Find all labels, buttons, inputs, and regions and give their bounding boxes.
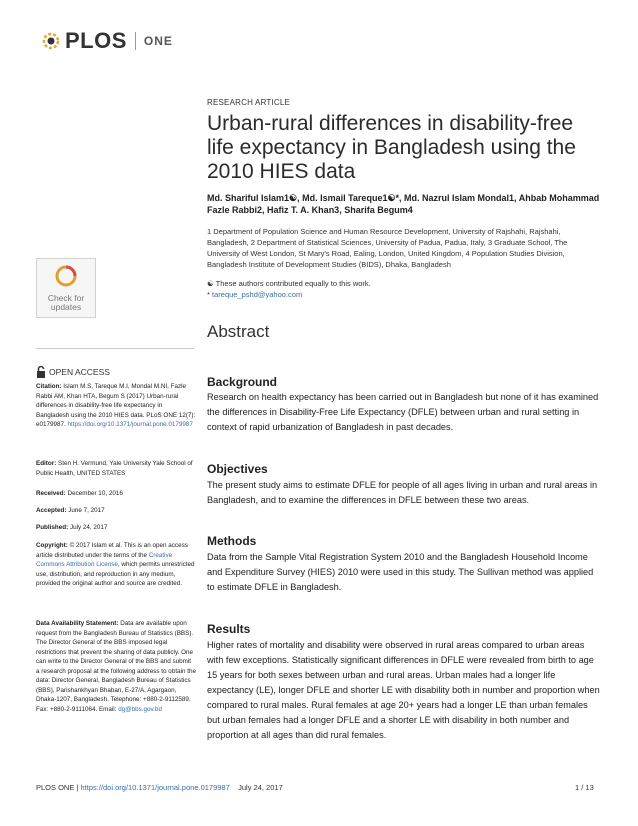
bbs-email-link[interactable]: dg@bbs.gov.bd [118, 705, 162, 713]
data-availability-label: Data Availability Statement: [36, 620, 119, 627]
corresponding-email-link[interactable]: tareque_pshd@yahoo.com [212, 290, 303, 299]
footer-date: July 24, 2017 [238, 783, 283, 792]
results-heading: Results [207, 622, 251, 636]
plos-one-logo[interactable] [40, 28, 173, 54]
check-updates-icon [55, 265, 77, 287]
plos-logo-icon [40, 30, 62, 52]
received-date: December 10, 2016 [67, 490, 123, 497]
corresponding-author-note [207, 289, 602, 300]
page-footer [36, 783, 283, 792]
editor-text: Sten H. Vermund, Yale University Yale School of Public Health, UNITED STATES [36, 460, 193, 477]
published-label: Published: [36, 524, 69, 531]
published-block [36, 523, 196, 533]
logo-divider [135, 32, 136, 50]
abstract-heading: Abstract [207, 322, 270, 341]
citation-doi-link[interactable]: https://doi.org/10.1371/journal.pone.0179987 [67, 421, 193, 428]
author-notes [207, 278, 602, 300]
accepted-date: June 7, 2017 [68, 507, 105, 514]
corresponding-marker: * [207, 290, 210, 299]
check-for-updates-badge[interactable] [36, 258, 96, 318]
published-date: July 24, 2017 [69, 524, 108, 531]
footer-doi-link[interactable]: https://doi.org/10.1371/journal.pone.0179987 [80, 783, 230, 792]
footer-journal: PLOS ONE | [36, 783, 79, 792]
accepted-label: Accepted: [36, 507, 67, 514]
objectives-text: The present study aims to estimate DFLE for people of all ages living in urban and rural areas in Bangladesh, and to examine the differences in DFLE between these two areas. [207, 480, 598, 505]
editor-block [36, 459, 196, 478]
sidebar-divider [36, 348, 194, 349]
article-title: Urban-rural differences in disability-free life expectancy in Bangladesh using the 2010 HIES data [207, 112, 576, 183]
copyright-label: Copyright: [36, 542, 68, 549]
received-label: Received: [36, 490, 66, 497]
open-access-text: OPEN ACCESS [49, 367, 110, 377]
background-text: Research on health expectancy has been carried out in Bangladesh but none of it has examined the differences in Disability-Free Life Expectancy (DFLE) between urban and rural setting in context of rapid urbanization of Bangladesh in past decades. [207, 392, 599, 432]
check-updates-line2: updates [50, 302, 82, 312]
background-heading: Background [207, 375, 278, 389]
open-access-label [36, 366, 110, 378]
citation-text: Islam M.S, Tareque M.I, Mondal M.NI, Fazle Rabbi AM, Khan HTA, Begum S (2017) Urban-rural differences in disability-free life expectancy in Bangladesh using the 2010 HIES data. PLoS ONE 12(7): e0179987. [36, 383, 196, 428]
article-type: RESEARCH ARTICLE [207, 98, 291, 107]
editor-label: Editor: [36, 460, 57, 467]
check-updates-line1: Check for [47, 293, 85, 303]
copyright-text-2: , which permits unrestricted use, distribution, and reproduction in any medium, provided the original author and source are credited. [36, 561, 195, 587]
copyright-block [36, 541, 196, 589]
cc-license-link[interactable]: Creative Commons Attribution License [36, 551, 173, 568]
objectives-heading: Objectives [207, 462, 268, 476]
citation-block [36, 382, 196, 430]
methods-heading: Methods [207, 534, 257, 548]
author-list: Md. Shariful Islam1☯, Md. Ismail Tareque1☯*, Md. Nazrul Islam Mondal1, Ahbab Mohammad Fazle Rabbi2, Hafiz T. A. Khan3, Sharifa Begum4 [207, 193, 600, 215]
page-number: 1 / 13 [575, 783, 594, 792]
affiliations: 1 Department of Population Science and Human Resource Development, University of Rajshahi, Rajshahi, Bangladesh, 2 Department of Statistical Sciences, University of Padua, Padua, Italy, 3 Graduate School, The University of West London, St Mary's Road, Ealing, London, United Kingdom, 4 Population Studies Division, Bangladesh Institute of Development Studies (BIDS), Dhaka, Bangladesh [207, 227, 568, 269]
journal-name: ONE [143, 34, 173, 48]
open-lock-icon [36, 366, 46, 378]
logo-text: PLOS [65, 28, 127, 53]
equal-contribution-note: ☯ These authors contributed equally to this work. [207, 279, 371, 288]
results-text: Higher rates of mortality and disability were observed in rural areas compared to urban areas with few exceptions. Statistically significant differences in DFLE were revealed from birth to age 15 years for both sexes between urban and rural areas. Urban males had a longer life expectancy (LE), longer DFLE and shorter LE with disability both in number and proportion when compared to rural males. Rural females at age 20+ years had a longer LE than urban females but urban females had a longer DFLE and a shorter LE with disability in both number and proportion at all ages than did rural females. [207, 640, 600, 740]
data-availability-text: Data are available upon request from the Bangladesh Bureau of Statistics (BBS). The Director General of the BBS imposed legal restrictions that prevent the sharing of data publicly. One can write to the Director General of the BBS and submit a research proposal at the following address to obtain the data: Director General, Bangladesh Bureau of Statistics (BBS), Parishankhyan Bhaban, E-27/A, Agargaon, Dhaka-1207, Bangladesh. Telephone: +880-2-9112589, Fax: +880-2-9111064. Email: [36, 620, 196, 713]
accepted-block [36, 506, 196, 516]
citation-label: Citation: [36, 383, 62, 390]
methods-text: Data from the Sample Vital Registration System 2010 and the Bangladesh Household Income and Expenditure Survey (HIES) 2010 were used in this study. The Sullivan method was applied to estimate DFLE in Bangladesh. [207, 552, 594, 592]
received-block [36, 489, 196, 499]
data-availability-block [36, 619, 196, 714]
copyright-text-1: © 2017 Islam et al. This is an open access article distributed under the terms of the [36, 542, 188, 559]
